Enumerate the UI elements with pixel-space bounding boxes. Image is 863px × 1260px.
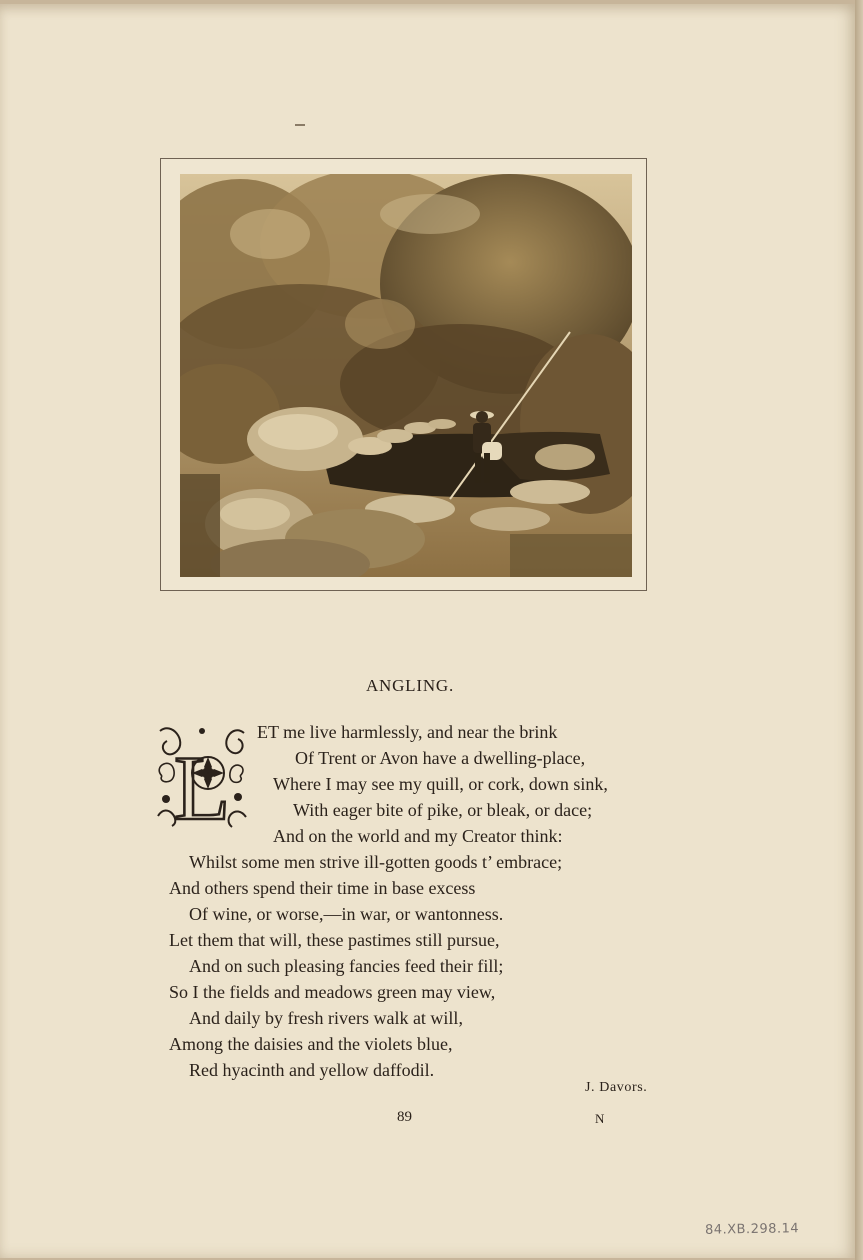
dropcap-letter: L [174,737,231,831]
poem-line-5: And on the world and my Creator think: [273,826,563,846]
catalog-number: 84.XB.298.14 [704,1221,800,1238]
poem-title: ANGLING. [365,676,455,695]
photo-illustration [180,174,632,577]
poem-line-7: And others spend their time in base excess [169,878,476,898]
poem-line-10: And on such pleasing fancies feed their fill; [189,956,504,976]
poem-line-2: Of Trent or Avon have a dwelling-place, [295,748,586,768]
poem-line-9: Let them that will, these pastimes still pursue, [169,930,500,950]
poem-line-8: Of wine, or worse,—in war, or wantonness. [189,904,504,924]
poem-attribution: J. Davors. [585,1080,648,1095]
page-number: 89 [397,1109,412,1125]
poem-line-3: Where I may see my quill, or cork, down sink, [273,774,608,794]
signature-mark: N [595,1111,605,1126]
page-edge [855,0,863,1260]
poem-line-12: And daily by fresh rivers walk at will, [189,1008,463,1028]
angler-photograph [180,174,632,577]
poem-line-4: With eager bite of pike, or bleak, or dace; [293,800,593,820]
poem-line-14: Red hyacinth and yellow daffodil. [189,1060,435,1080]
poem-line-6: Whilst some men strive ill-gotten goods t’ embrace; [189,852,563,872]
poem-line-13: Among the daisies and the violets blue, [169,1034,453,1054]
poem-line-1: ET me live harmlessly, and near the brink [257,722,558,742]
poem-line-11: So I the fields and meadows green may view, [169,982,496,1002]
ornamental-dropcap-l-icon [152,721,252,831]
stray-ink-mark [295,124,305,126]
